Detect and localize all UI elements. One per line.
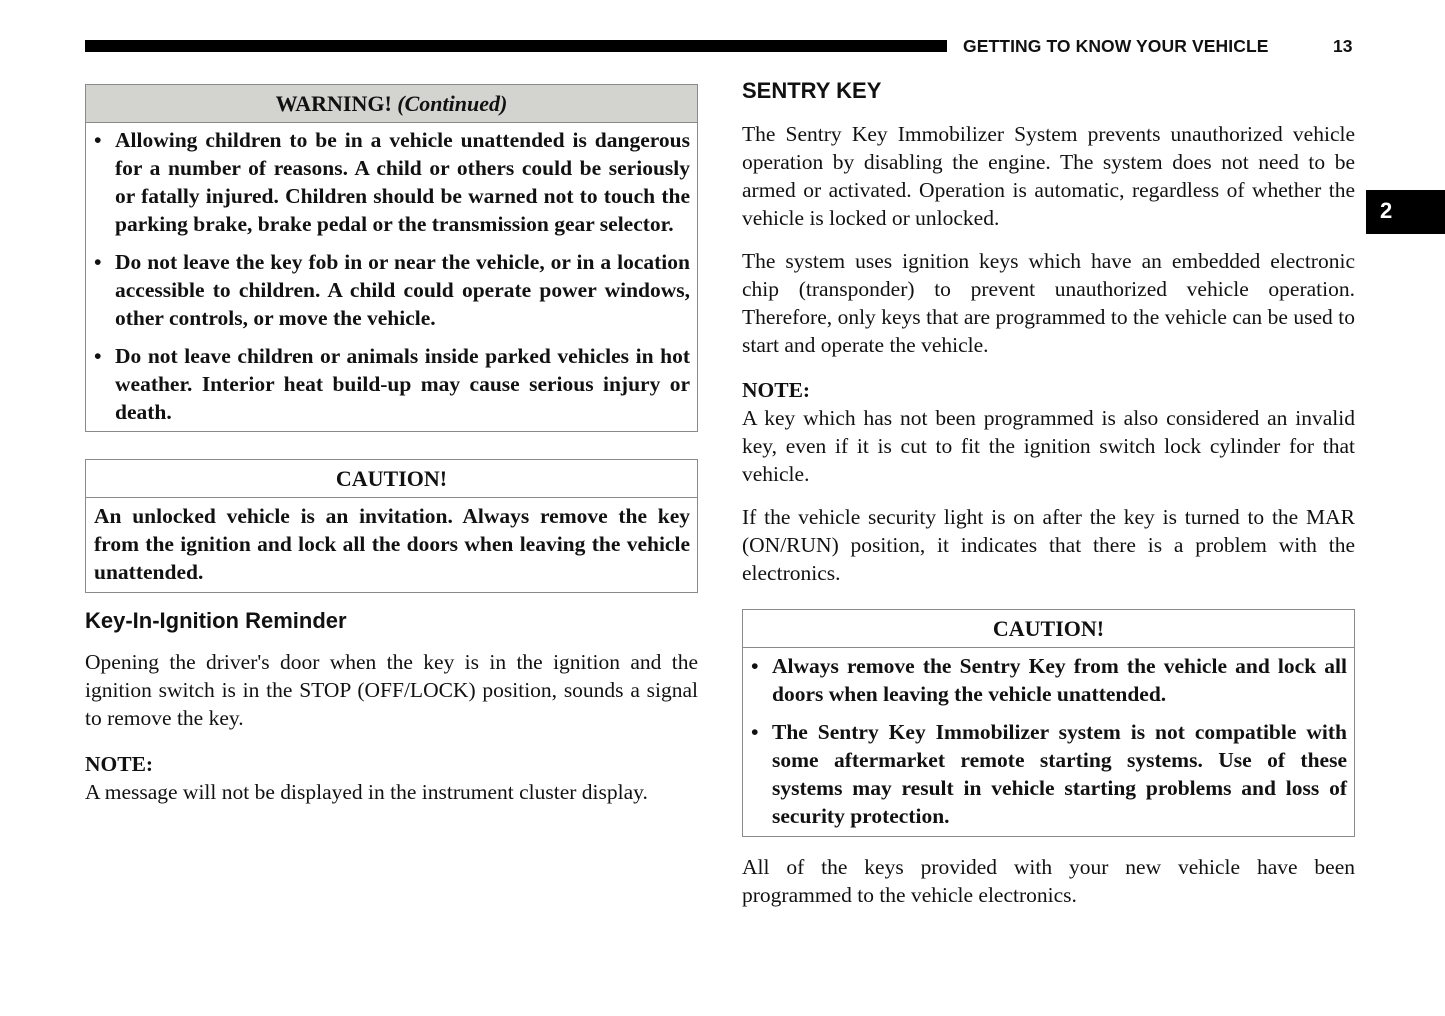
- chapter-tab-label: 2: [1380, 198, 1393, 223]
- warning-box: [85, 84, 698, 432]
- caution-box: [85, 459, 698, 593]
- note-text: A key which has not been programmed is also considered an invalid key, even if it is cut to fit the ignition switch lock cylinder for that vehicle.: [742, 406, 1355, 486]
- note-label: NOTE:: [85, 752, 154, 776]
- warning-bullet: • Allowing children to be in a vehicle unattended is dangerous for a number of reasons. A child or others could be seriously or fatally injured. Children should be warned not to touch the parking brake, brake pedal or the transmission gear selector.: [94, 128, 690, 236]
- paragraph: The Sentry Key Immobilizer System prevents unauthorized vehicle operation by disabling the engine. The system does not need to be armed or activated. Operation is automatic, regardless of whether the vehicle is locked or unlocked.: [742, 122, 1355, 230]
- caution-title: CAUTION!: [743, 610, 1354, 648]
- paragraph: If the vehicle security light is on after the key is turned to the MAR (ON/RUN) position, it indicates that there is a problem with the electronics.: [742, 505, 1355, 585]
- page-number: 13: [1333, 36, 1353, 56]
- note-label: NOTE:: [742, 378, 811, 402]
- warning-title: WARNING! (Continued): [86, 85, 697, 123]
- warning-bullet: • Do not leave children or animals inside parked vehicles in hot weather. Interior heat build-up may cause serious injury or death.: [94, 344, 690, 424]
- caution-bullet: • Always remove the Sentry Key from the vehicle and lock all doors when leaving the vehicle unattended.: [751, 654, 1347, 706]
- caution-title: CAUTION!: [86, 460, 697, 498]
- paragraph: All of the keys provided with your new vehicle have been programmed to the vehicle electronics.: [742, 855, 1355, 907]
- section-title: Key-In-Ignition Reminder: [85, 608, 347, 633]
- paragraph: Opening the driver's door when the key is in the ignition and the ignition switch is in the STOP (OFF/LOCK) position, sounds a signal to remove the key.: [85, 650, 698, 730]
- section-title: SENTRY KEY: [742, 78, 882, 103]
- running-title: GETTING TO KNOW YOUR VEHICLE: [963, 36, 1269, 56]
- paragraph: The system uses ignition keys which have an embedded electronic chip (transponder) to prevent unauthorized vehicle operation. Therefore, only keys that are programmed to the vehicle can be used to start and operate the vehicle.: [742, 249, 1355, 357]
- note-text: A message will not be displayed in the instrument cluster display.: [85, 780, 648, 804]
- warning-bullet: • Do not leave the key fob in or near the vehicle, or in a location accessible to children. A child could operate power windows, other controls, or move the vehicle.: [94, 250, 690, 330]
- caution-text: An unlocked vehicle is an invitation. Always remove the key from the ignition and lock all the doors when leaving the vehicle unattended.: [94, 504, 690, 584]
- caution-bullet: • The Sentry Key Immobilizer system is not compatible with some aftermarket remote starting systems. Use of these systems may result in vehicle starting problems and loss of security protection.: [751, 720, 1347, 828]
- caution-box: [742, 609, 1355, 837]
- chapter-tab: [1366, 190, 1445, 234]
- right-column: [742, 78, 1355, 909]
- header-rule: [85, 40, 947, 52]
- left-column: [85, 84, 698, 806]
